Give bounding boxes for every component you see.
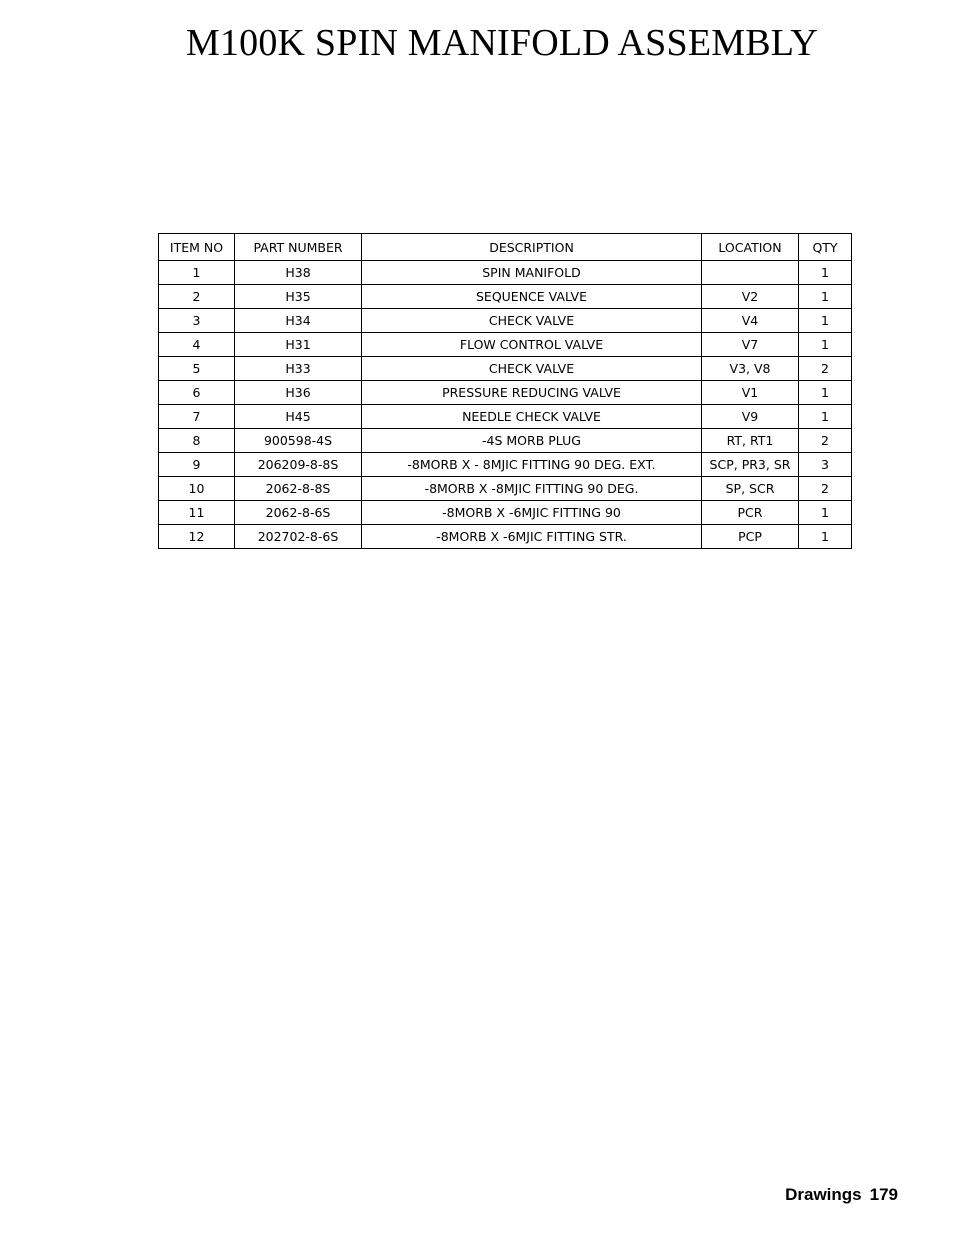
cell-description: NEEDLE CHECK VALVE	[362, 405, 702, 429]
header-qty: QTY	[799, 234, 852, 261]
cell-qty: 1	[799, 405, 852, 429]
cell-description: CHECK VALVE	[362, 309, 702, 333]
table-row	[159, 309, 852, 333]
table-row	[159, 357, 852, 381]
cell-part-number: 206209-8-8S	[235, 453, 362, 477]
cell-description: SEQUENCE VALVE	[362, 285, 702, 309]
table-row	[159, 429, 852, 453]
cell-qty: 1	[799, 381, 852, 405]
cell-item-no: 6	[159, 381, 235, 405]
cell-location	[702, 261, 799, 285]
cell-item-no: 10	[159, 477, 235, 501]
cell-qty: 3	[799, 453, 852, 477]
cell-location: PCR	[702, 501, 799, 525]
cell-location: V1	[702, 381, 799, 405]
cell-qty: 1	[799, 525, 852, 549]
cell-part-number: H38	[235, 261, 362, 285]
cell-description: CHECK VALVE	[362, 357, 702, 381]
footer-section: Drawings	[785, 1185, 862, 1204]
cell-part-number: 2062-8-8S	[235, 477, 362, 501]
table-row	[159, 285, 852, 309]
cell-location: SCP, PR3, SR	[702, 453, 799, 477]
table-row	[159, 333, 852, 357]
cell-description: SPIN MANIFOLD	[362, 261, 702, 285]
page-footer	[785, 1185, 898, 1205]
cell-qty: 1	[799, 285, 852, 309]
cell-description: -4S MORB PLUG	[362, 429, 702, 453]
cell-part-number: H33	[235, 357, 362, 381]
cell-qty: 2	[799, 357, 852, 381]
cell-qty: 1	[799, 309, 852, 333]
header-part-number: PART NUMBER	[235, 234, 362, 261]
cell-location: RT, RT1	[702, 429, 799, 453]
header-item-no: ITEM NO	[159, 234, 235, 261]
cell-item-no: 9	[159, 453, 235, 477]
table-row	[159, 525, 852, 549]
cell-qty: 2	[799, 429, 852, 453]
cell-location: PCP	[702, 525, 799, 549]
cell-description: -8MORB X -8MJIC FITTING 90 DEG.	[362, 477, 702, 501]
table-row	[159, 477, 852, 501]
cell-item-no: 4	[159, 333, 235, 357]
header-location: LOCATION	[702, 234, 799, 261]
table-row	[159, 261, 852, 285]
cell-item-no: 8	[159, 429, 235, 453]
cell-part-number: 202702-8-6S	[235, 525, 362, 549]
parts-table-body	[159, 261, 852, 549]
header-description: DESCRIPTION	[362, 234, 702, 261]
cell-description: -8MORB X - 8MJIC FITTING 90 DEG. EXT.	[362, 453, 702, 477]
cell-part-number: H45	[235, 405, 362, 429]
cell-part-number: H36	[235, 381, 362, 405]
cell-qty: 1	[799, 333, 852, 357]
table-header-row	[159, 234, 852, 261]
page-title: M100K SPIN MANIFOLD ASSEMBLY	[185, 22, 819, 64]
cell-description: -8MORB X -6MJIC FITTING STR.	[362, 525, 702, 549]
cell-description: -8MORB X -6MJIC FITTING 90	[362, 501, 702, 525]
cell-part-number: H31	[235, 333, 362, 357]
cell-part-number: H34	[235, 309, 362, 333]
table-row	[159, 381, 852, 405]
cell-description: PRESSURE REDUCING VALVE	[362, 381, 702, 405]
cell-qty: 2	[799, 477, 852, 501]
cell-location: V4	[702, 309, 799, 333]
cell-qty: 1	[799, 501, 852, 525]
cell-location: V9	[702, 405, 799, 429]
cell-item-no: 11	[159, 501, 235, 525]
table-row	[159, 405, 852, 429]
cell-item-no: 2	[159, 285, 235, 309]
cell-item-no: 1	[159, 261, 235, 285]
cell-item-no: 12	[159, 525, 235, 549]
cell-location: SP, SCR	[702, 477, 799, 501]
cell-qty: 1	[799, 261, 852, 285]
cell-item-no: 5	[159, 357, 235, 381]
cell-part-number: 2062-8-6S	[235, 501, 362, 525]
cell-part-number: H35	[235, 285, 362, 309]
cell-item-no: 7	[159, 405, 235, 429]
cell-description: FLOW CONTROL VALVE	[362, 333, 702, 357]
table-row	[159, 501, 852, 525]
cell-location: V7	[702, 333, 799, 357]
cell-item-no: 3	[159, 309, 235, 333]
parts-table	[158, 233, 852, 549]
cell-location: V2	[702, 285, 799, 309]
table-row	[159, 453, 852, 477]
cell-part-number: 900598-4S	[235, 429, 362, 453]
cell-location: V3, V8	[702, 357, 799, 381]
page-number: 179	[869, 1185, 898, 1204]
